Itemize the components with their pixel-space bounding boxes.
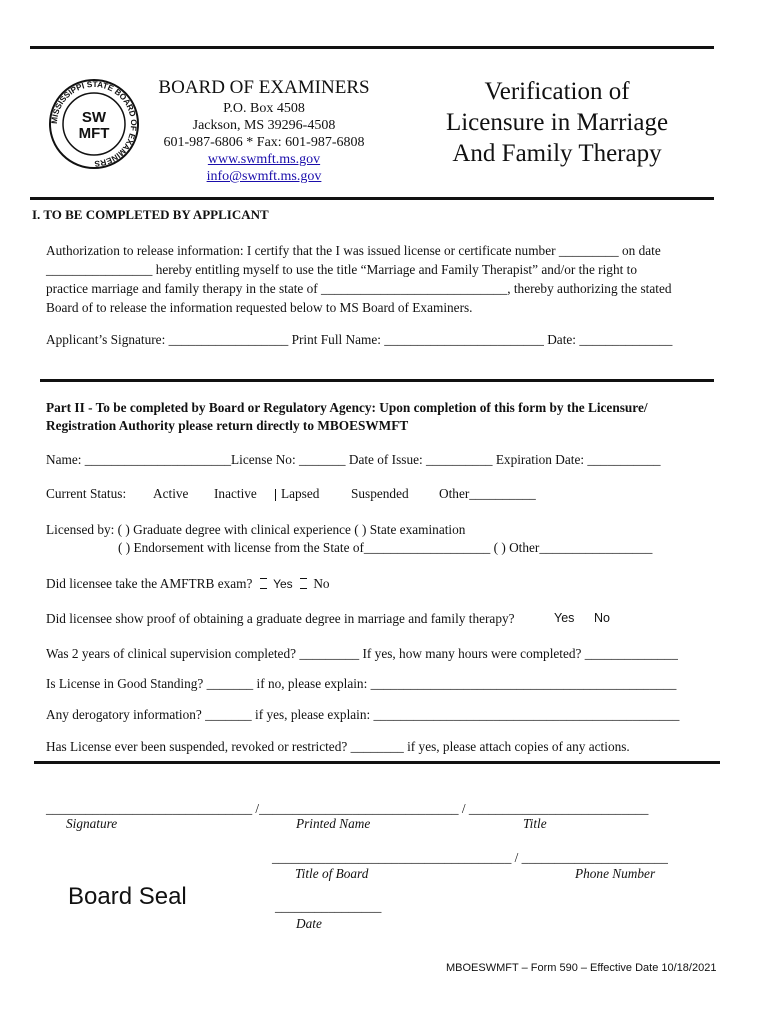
part2-heading-line-1: Part II - To be completed by Board or Regulatory Agency: Upon completion of this form by the Licensure/ (46, 400, 648, 415)
part1-line-1: Authorization to release information: I certify that the I was issued license or certificate number _________ on date (46, 243, 661, 258)
signature-rule (34, 761, 720, 764)
part1-line-3: practice marriage and family therapy in the state of ____________________________, thereby authorizing the stated (46, 281, 672, 296)
licensed-by-line-2[interactable]: ( ) Endorsement with license from the State of___________________ ( ) Other_________________ (118, 540, 653, 555)
board-seal-label: Board Seal (68, 883, 187, 910)
header-rule (30, 197, 714, 200)
city-address: Jackson, MS 39296-4508 (192, 118, 336, 133)
licensed-by-line-1[interactable]: Licensed by: ( ) Graduate degree with clinical experience ( ) State examination (46, 522, 466, 537)
status-lapsed-option[interactable]: Lapsed (281, 486, 320, 501)
form-title-line-1: Verification of (484, 78, 630, 105)
board-title-phone-lines[interactable]: ____________________________________ / ______________________ (272, 850, 668, 865)
date-label: Date (296, 916, 322, 931)
part1-authorization-text (46, 241, 672, 317)
degree-no-option[interactable]: No (594, 611, 610, 625)
amftrb-yes-label[interactable]: Yes (273, 577, 293, 591)
status-suspended-option[interactable]: Suspended (351, 486, 409, 501)
top-rule (30, 46, 714, 49)
phone-fax: 601-987-6806 * Fax: 601-987-6808 (163, 135, 365, 150)
part2-rule (40, 379, 714, 382)
amftrb-no-label[interactable]: No (313, 576, 330, 591)
name-license-row[interactable]: Name: ______________________License No: _______ Date of Issue: __________ Expiration Date: ___________ (46, 452, 661, 467)
signature-lines[interactable]: _______________________________ /______________________________ / ___________________________ (46, 801, 649, 816)
state-board-seal (48, 78, 140, 170)
form-title-line-3: And Family Therapy (452, 140, 662, 167)
status-active-option[interactable]: Active (153, 486, 189, 501)
status-other-option[interactable]: Other__________ (439, 486, 536, 501)
email-link[interactable]: info@swmft.ms.gov (206, 169, 322, 184)
degree-yes-option[interactable]: Yes (554, 611, 575, 625)
title-label: Title (523, 816, 547, 831)
form-title (430, 76, 684, 169)
status-inactive-option[interactable]: Inactive (214, 486, 257, 501)
good-standing-question[interactable]: Is License in Good Standing? _______ if no, please explain: ______________________________________________ (46, 676, 677, 691)
title-of-board-label: Title of Board (295, 866, 369, 881)
phone-number-label: Phone Number (575, 866, 656, 881)
part2-heading-line-2: Registration Authority please return directly to MBOESWMFT (46, 418, 409, 433)
board-name: BOARD OF EXAMINERS (158, 77, 370, 98)
part1-line-4: Board of to release the information requested below to MS Board of Examiners. (46, 300, 473, 315)
amftrb-yes-checkbox[interactable] (260, 578, 267, 589)
signature-label: Signature (66, 816, 118, 831)
po-box: P.O. Box 4508 (223, 101, 305, 116)
form-title-line-2: Licensure in Marriage (445, 109, 669, 136)
part2-heading (46, 399, 648, 435)
supervision-question[interactable]: Was 2 years of clinical supervision completed? _________ If yes, how many hours were completed? ______________ (46, 646, 678, 661)
part1-line-2: ________________ hereby entitling myself to use the title “Marriage and Family Therapist” and/or the right to (46, 262, 637, 277)
seal-center-bottom: MFT (78, 125, 110, 142)
amftrb-question-text: Did licensee take the AMFTRB exam? (46, 576, 253, 591)
footer-form-info: MBOESWMFT – Form 590 – Effective Date 10/18/2021 (446, 962, 717, 974)
seal-center-top: SW (81, 109, 107, 126)
date-line[interactable]: ________________ (275, 899, 382, 914)
derogatory-question[interactable]: Any derogatory information? _______ if yes, please explain: ______________________________________________ (46, 707, 680, 722)
amftrb-question (46, 576, 330, 592)
seal-ring-text: MISSISSIPPI STATE BOARD OF EXAMINERS (49, 79, 139, 169)
amftrb-no-checkbox[interactable] (300, 578, 307, 589)
printed-name-label: Printed Name (296, 816, 371, 831)
suspended-question[interactable]: Has License ever been suspended, revoked or restricted? ________ if yes, please attach copies of any actions. (46, 739, 630, 754)
applicant-signature-line[interactable]: Applicant’s Signature: __________________ Print Full Name: ________________________ Date: ______________ (46, 332, 673, 347)
status-lapsed-checkbox[interactable] (275, 489, 276, 501)
part1-heading: I. TO BE COMPLETED BY APPLICANT (32, 207, 269, 222)
website-link[interactable]: www.swmft.ms.gov (207, 152, 321, 167)
degree-question: Did licensee show proof of obtaining a graduate degree in marriage and family therapy? (46, 611, 515, 626)
current-status-label: Current Status: (46, 486, 127, 501)
board-address-block (140, 76, 388, 185)
